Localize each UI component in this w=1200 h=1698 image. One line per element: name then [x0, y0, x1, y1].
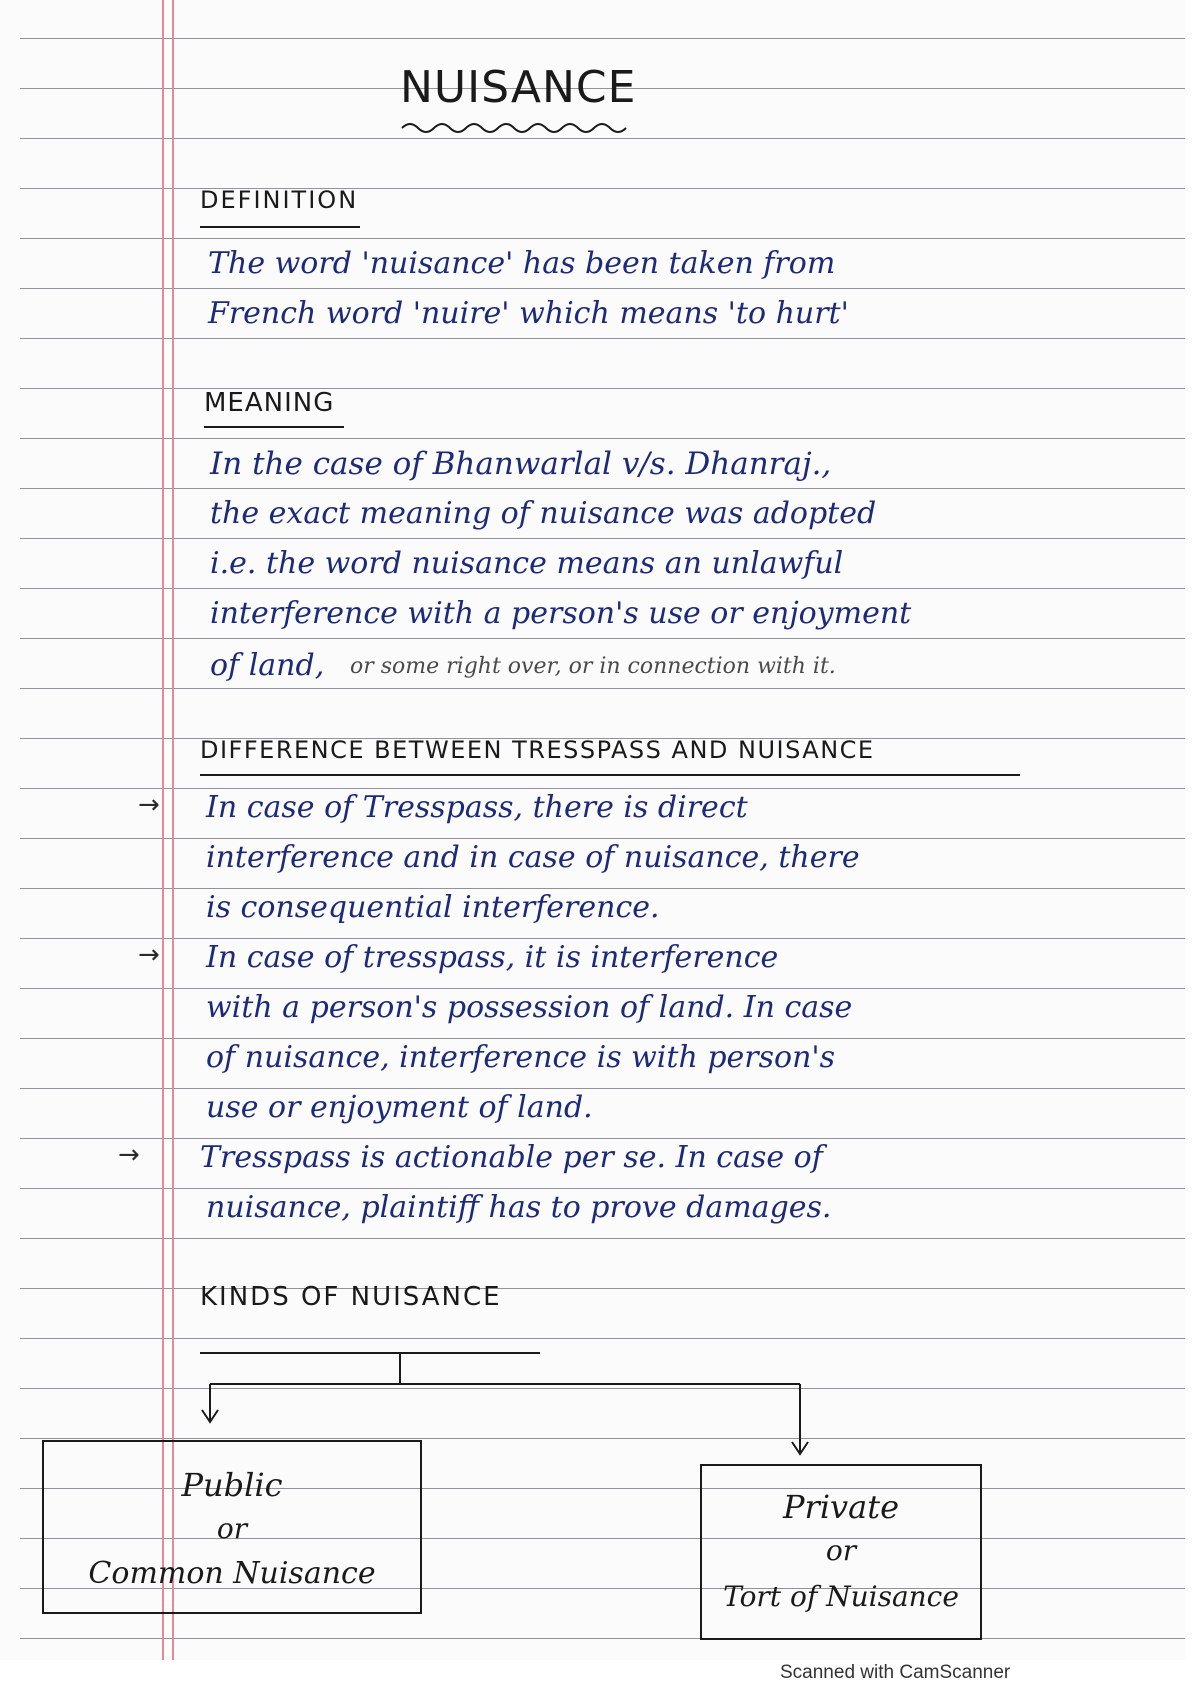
- meaning-line-2: i.e. the word nuisance means an unlawful: [210, 546, 844, 581]
- meaning-pencil-note: or some right over, or in connection with it.: [350, 654, 836, 679]
- difference-point-2-line-1: In case of tresspass, it is interference: [206, 940, 779, 975]
- difference-point-1-line-3: is consequential interference.: [206, 890, 660, 925]
- difference-heading: DIFFERENCE BETWEEN TRESSPASS AND NUISANCE: [200, 736, 875, 764]
- difference-point-2-line-4: use or enjoyment of land.: [206, 1090, 593, 1125]
- public-label: Public: [181, 1466, 283, 1504]
- difference-point-3-line-2: nuisance, plaintiff has to prove damages.: [206, 1190, 832, 1225]
- tort-of-nuisance-label: Tort of Nuisance: [723, 1580, 959, 1613]
- difference-point-1-line-2: interference and in case of nuisance, there: [206, 840, 860, 875]
- meaning-case-line: In the case of Bhanwarlal v/s. Dhanraj.,: [210, 446, 832, 482]
- page-title: NUISANCE: [400, 62, 637, 113]
- kinds-heading: KINDS OF NUISANCE: [200, 1282, 502, 1312]
- definition-line-2: French word 'nuire' which means 'to hurt': [208, 296, 849, 331]
- difference-point-1-line-1: In case of Tresspass, there is direct: [206, 790, 748, 825]
- meaning-line-3: interference with a person's use or enjoyment: [210, 596, 912, 631]
- public-or-label: or: [216, 1512, 248, 1545]
- difference-point-2-line-2: with a person's possession of land. In case: [206, 990, 853, 1025]
- bullet-arrow-icon: →: [118, 1140, 140, 1170]
- bullet-arrow-icon: →: [138, 790, 160, 820]
- meaning-heading: MEANING: [204, 388, 335, 418]
- private-label: Private: [782, 1488, 899, 1526]
- bullet-arrow-icon: →: [138, 940, 160, 970]
- difference-point-2-line-3: of nuisance, interference is with person's: [206, 1040, 836, 1075]
- meaning-line-4: of land,: [210, 648, 325, 683]
- common-nuisance-label: Common Nuisance: [88, 1556, 376, 1591]
- public-nuisance-box: [42, 1440, 422, 1614]
- meaning-line-1: the exact meaning of nuisance was adopted: [210, 496, 877, 531]
- private-nuisance-box: [700, 1464, 982, 1640]
- definition-line-1: The word 'nuisance' has been taken from: [208, 246, 836, 281]
- private-or-label: or: [825, 1534, 857, 1567]
- definition-heading: DEFINITION: [200, 186, 359, 214]
- difference-point-3-line-1: Tresspass is actionable per se. In case of: [200, 1140, 823, 1175]
- scanner-watermark: Scanned with CamScanner: [780, 1662, 1011, 1683]
